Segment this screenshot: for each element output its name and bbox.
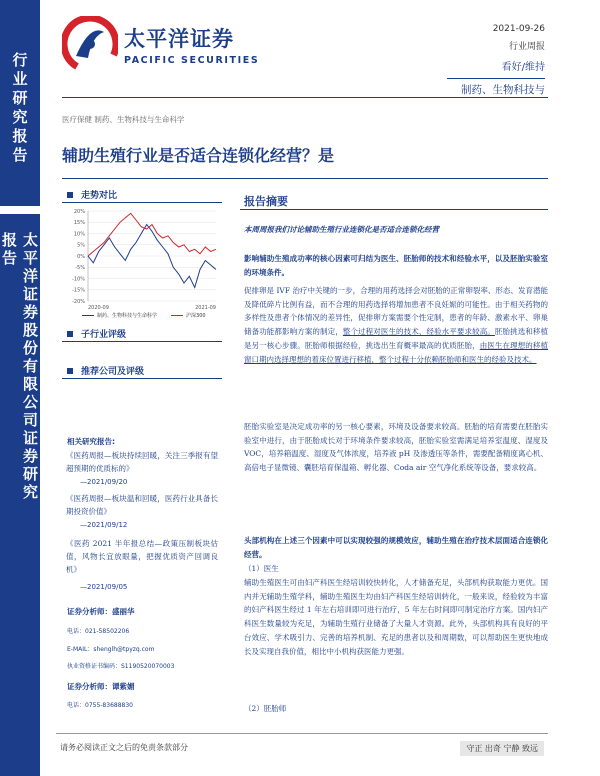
logo-english-name: PACIFIC SECURITIES	[124, 54, 260, 66]
meta-divider	[447, 78, 545, 79]
legend-item-sector	[82, 312, 157, 319]
y-tick-label: 15%	[73, 220, 85, 227]
abstract-subhead-embryologist: （2）胚胎师	[244, 704, 287, 713]
analyst-1-phone: 电话：021-58502206	[67, 628, 130, 635]
report-date: 2021-09-26	[492, 24, 545, 34]
chart-legend	[82, 312, 206, 319]
footer-motto: 守正 出奇 宁静 致远	[460, 741, 544, 756]
abstract-para-2b-text: 胚胎挑选和移植是另一核心步骤。胚胎师根据经验，挑选出生育概率最高的优质胚胎，	[244, 327, 549, 350]
bullet-square-icon	[67, 331, 73, 337]
legend-label-sector: 制药、生物科技与生命科学	[97, 313, 158, 319]
abstract-para-1	[244, 252, 548, 279]
company-section-head	[67, 364, 144, 377]
sidebar-gap	[0, 206, 40, 214]
y-tick-label: 20%	[73, 208, 85, 215]
trend-divider	[62, 202, 222, 203]
related-report-2-date: —2021/09/12	[80, 521, 128, 529]
trend-section-head	[67, 188, 117, 201]
y-tick-label: -10%	[72, 276, 85, 283]
x-tick-label: 2020-09	[88, 305, 109, 311]
report-type: 行业周报	[508, 42, 545, 52]
legend-swatch-sector	[82, 315, 94, 317]
industry-rating: 看好/维持	[501, 62, 545, 73]
analyst-1-cert: 执业资格证书编码：S1190520070003	[67, 663, 175, 670]
related-report-3-date: —2021/09/05	[80, 583, 128, 591]
analyst-1-name: 证券分析师：盛丽华	[67, 607, 135, 616]
abstract-para-4	[244, 534, 548, 561]
abstract-para-3: 胚胎实验室是决定成功率的另一核心要素，环境及设备要求较高。胚胎的培育需要在胚胎实验室中进行，由于胚胎成长对于环境条件要求较高，胚胎实验室需满足培养室温度、湿度及 VOC，培养箱温度、湿度及气体浓度，培养液 pH 及渗透压等条件，需要配备精度离心机、高倍电子显微镜、囊胚培育保温箱、孵化器、Coda air 空气净化系统等设备，要求较高。	[244, 422, 548, 473]
legend-label-hs300: 沪深300	[186, 313, 206, 319]
abstract-heading: 报告摘要	[244, 195, 288, 208]
y-tick-label: 10%	[73, 231, 85, 238]
abstract-para-1-text: 影响辅助生殖成功率的核心因素可归结为医生、胚胎师的技术和经验水平，以及胚胎实验室的环境条件。	[244, 254, 548, 277]
company-section-label: 推荐公司及评级	[81, 367, 145, 377]
y-tick-label: 5%	[77, 242, 85, 249]
trend-section-label: 走势对比	[81, 191, 118, 201]
report-meta	[493, 24, 545, 73]
logo-chinese-name: 太平洋证券	[124, 26, 234, 51]
abstract-divider	[240, 209, 548, 210]
sub-rating-section-head	[67, 327, 126, 340]
footer-disclaimer: 请务必阅读正文之后的免责条款部分	[60, 743, 188, 752]
company-logo	[62, 16, 259, 72]
pacific-logo-icon	[62, 16, 118, 72]
analyst-1-email[interactable]: E-MAIL：shenglh@tpyzq.com	[67, 646, 155, 653]
legend-swatch-hs300	[171, 315, 183, 317]
sub-rating-divider	[62, 341, 222, 342]
y-tick-label: -15%	[72, 287, 85, 294]
bullet-square-icon	[67, 192, 73, 198]
related-report-2[interactable]: 《医药周报—板块温和回暖，医药行业具备长期投资价值》	[66, 494, 218, 516]
related-reports-head: 相关研究报告:	[67, 437, 115, 446]
analyst-2-name: 证券分析师：谭紫媚	[67, 682, 135, 691]
abstract-para-2-text: 促排卵是 IVF 治疗中关键的一步，合理的用药选择会对胚胎的正常卵裂率、形态、发育潜能及降低碎片比例有益，而不合理的用药选择将增加患者不良妊娠的可能性。由于相关药物的多样性及患者个体情况的差异性，促排卵方案需要个性定制，患者的年龄、激素水平、卵巢储备功能都影响方案的制定，	[244, 286, 548, 337]
header-divider	[62, 97, 548, 98]
page-title: 辅助生殖行业是否适合连锁化经营？是	[62, 146, 335, 165]
y-tick-label: 0%	[77, 253, 85, 260]
analyst-2-phone: 电话：0755-83688830	[67, 702, 133, 709]
y-tick-label: -5%	[75, 265, 85, 272]
series-line-1	[88, 213, 216, 256]
y-tick-label: -20%	[72, 298, 85, 305]
abstract-subhead-doctor: （1）医生	[244, 564, 279, 573]
abstract-para-2	[244, 284, 548, 366]
abstract-para-2-underline: 整个过程对医生的技术、经验水平要求较高。	[342, 327, 495, 337]
abstract-para-6: 辅助生殖医生可由妇产科医生经培训较快转化，人才储备充足，头部机构获取能力更优。国内并无辅助生殖学科，辅助生殖医生均由妇产科医生经培训转化，一般来说，经验较为丰富的妇产科医生经过 1 年左右培训即可进行治疗，5 年左右时间即可制定治疗方案。国内妇产科医生数量较为充足，为辅助生殖行业储备了大量人才资源。此外，头部机构具有良好的平台效应、学术吸引力、完善的培养机制、充足的患者以及和周期数，可以帮助医生更快地成长及实现自我价值，相比中小机构获医能力更强。	[244, 578, 548, 656]
trend-chart	[62, 205, 222, 315]
abstract-para-4-text: 头部机构在上述三个因素中可以实现较强的规模效应，辅助生殖在治疗技术层面适合连锁化经营。	[244, 536, 548, 559]
abstract-lead: 本周周报我们讨论辅助生殖行业连锁化是否适合连锁化经营	[244, 225, 439, 234]
sidebar-bottom-label: 太平洋证券股份有限公司证券研究报告	[0, 232, 39, 502]
related-report-1-date: —2021/09/20	[80, 478, 128, 486]
bullet-square-icon	[67, 368, 73, 374]
sidebar-top-label: 行业研究报告	[10, 52, 29, 166]
x-tick-label: 2021-09	[195, 305, 216, 311]
company-divider	[62, 378, 222, 379]
related-report-1[interactable]: 《医药周报—板块持续回暖，关注三季报有望超预期的优质标的》	[66, 451, 218, 473]
footer-divider	[56, 733, 548, 734]
breadcrumb: 医疗保健 制药、生物科技与生命科学	[62, 115, 185, 124]
sub-rating-section-label: 子行业评级	[81, 330, 127, 340]
abstract-para-2b-underline: 由医生在理想的移植窗口期内选择理想的着床位置进行移植，整个过程十分依赖胚胎师和医生的经验及技术。	[244, 340, 549, 364]
title-divider	[62, 178, 548, 179]
sector-name: 制药、生物科技与	[461, 84, 545, 96]
legend-item-hs300	[171, 312, 206, 319]
related-report-3[interactable]: 《医药 2021 半年报总结—政策压制板块估值，风物长宜放眼量，把握优质资产回调良机》	[66, 539, 218, 574]
